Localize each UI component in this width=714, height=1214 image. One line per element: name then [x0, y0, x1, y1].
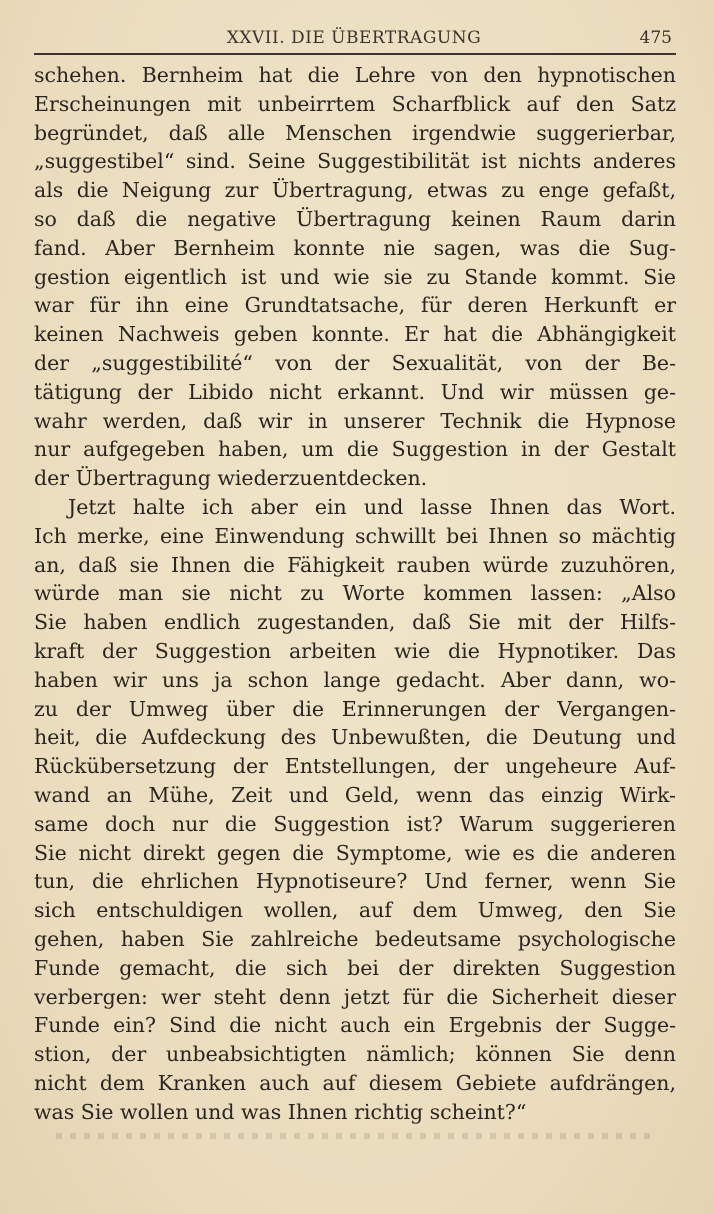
text-line: Rückübersetzung der Entstellungen, der ungeheure Auf-: [34, 754, 676, 779]
text-line: Sie nicht direkt gegen die Symptome, wie es die anderen: [34, 840, 676, 865]
text-line: tätigung der Libido nicht erkannt. Und wir müssen ge-: [34, 379, 676, 404]
text-line: schehen. Bernheim hat die Lehre von den hypnotischen: [34, 63, 676, 87]
text-line: kraft der Suggestion arbeiten wie die Hypnotiker. Das: [34, 638, 676, 663]
page-number: 475: [639, 28, 672, 48]
text-line: was Sie wollen und was Ihnen richtig scheint?“: [34, 1099, 527, 1124]
text-line: „suggestibel“ sind. Seine Suggestibilität ist nichts anderes: [34, 149, 676, 174]
text-line: gehen, haben Sie zahlreiche bedeutsame psychologische: [34, 926, 676, 951]
text-line: so daß die negative Übertragung keinen Raum darin: [34, 206, 676, 231]
page-header: [34, 28, 674, 52]
text-line: der Übertragung wiederzuentdecken.: [34, 466, 428, 491]
text-line: keinen Nachweis geben konnte. Er hat die Abhängigkeit: [34, 322, 676, 347]
text-line: wahr werden, daß wir in unserer Technik die Hypnose: [34, 408, 676, 433]
text-line: gestion eigentlich ist und wie sie zu Stande kommt. Sie: [34, 264, 676, 289]
text-line: Sie haben endlich zugestanden, daß Sie mit der Hilfs-: [34, 610, 676, 635]
bleed-through-mark: [56, 1133, 656, 1139]
text-line: heit, die Aufdeckung des Unbewußten, die Deutung und: [34, 725, 676, 750]
text-line: Funde ein? Sind die nicht auch ein Ergebnis der Sugge-: [34, 1013, 676, 1038]
paragraph-1: [34, 61, 676, 493]
body-text: [34, 61, 676, 1126]
text-line: fand. Aber Bernheim konnte nie sagen, was die Sug-: [34, 235, 676, 260]
text-line: tun, die ehrlichen Hypnotiseure? Und ferner, wenn Sie: [34, 869, 676, 894]
header-rule: [34, 53, 676, 55]
text-line: Funde gemacht, die sich bei der direkten Suggestion: [34, 955, 676, 980]
text-line: nicht dem Kranken auch auf diesem Gebiete aufdrängen,: [34, 1070, 676, 1095]
text-line: Ich merke, eine Einwendung schwillt bei Ihnen so mächtig: [34, 523, 676, 548]
text-line: haben wir uns ja schon lange gedacht. Aber dann, wo-: [34, 667, 676, 692]
text-line: der „suggestibilité“ von der Sexualität, von der Be-: [34, 350, 676, 375]
text-line: Jetzt halte ich aber ein und lasse Ihnen das Wort.: [68, 494, 676, 519]
text-line: war für ihn eine Grundtatsache, für deren Herkunft er: [34, 293, 676, 318]
text-line: begründet, daß alle Menschen irgendwie suggerierbar,: [34, 120, 676, 145]
text-line: zu der Umweg über die Erinnerungen der Vergangen-: [34, 696, 676, 721]
text-line: als die Neigung zur Übertragung, etwas zu enge gefaßt,: [34, 178, 676, 203]
text-line: sich entschuldigen wollen, auf dem Umweg, den Sie: [34, 898, 676, 923]
paragraph-2: [34, 493, 676, 1127]
text-line: verbergen: wer steht denn jetzt für die Sicherheit dieser: [34, 984, 676, 1009]
text-line: würde man sie nicht zu Worte kommen lassen: „Also: [34, 581, 676, 606]
text-line: same doch nur die Suggestion ist? Warum suggerieren: [34, 811, 676, 836]
text-line: stion, der unbeabsichtigten nämlich; können Sie denn: [34, 1042, 676, 1067]
text-line: wand an Mühe, Zeit und Geld, wenn das einzig Wirk-: [34, 782, 676, 807]
text-line: an, daß sie Ihnen die Fähigkeit rauben würde zuzuhören,: [34, 552, 676, 577]
text-line: Erscheinungen mit unbeirrtem Scharfblick auf den Satz: [34, 91, 676, 116]
text-line: nur aufgegeben haben, um die Suggestion in der Gestalt: [34, 437, 676, 462]
running-title: XXVII. DIE ÜBERTRAGUNG: [226, 28, 482, 48]
